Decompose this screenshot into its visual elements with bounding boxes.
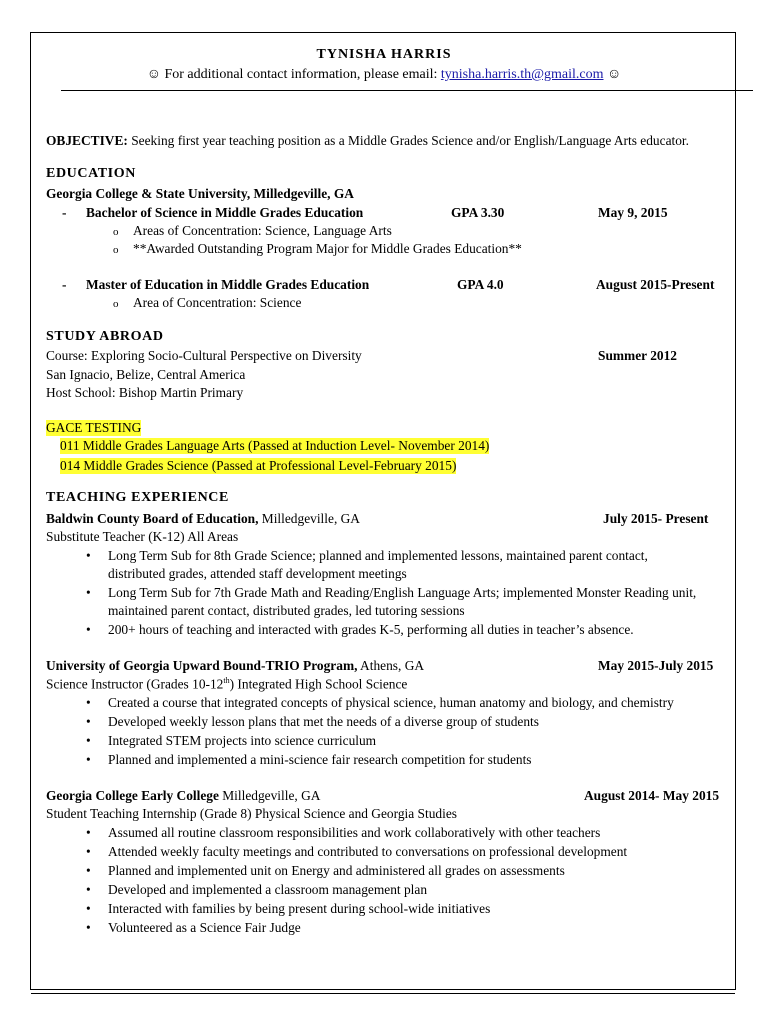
degree1-item: o Areas of Concentration: Science, Language Arts [113, 223, 392, 238]
contact-prefix: ☺ For additional contact information, please email: [146, 67, 441, 82]
job1-bullet-cont: maintained parent contact, distributed grades, led tutoring sessions [108, 603, 465, 618]
job2-bullet: • Integrated STEM projects into science curriculum [86, 733, 377, 748]
contact-suffix: ☺ [603, 67, 622, 82]
degree1-title: - Bachelor of Science in Middle Grades Education [62, 205, 364, 220]
job3-bullet: • Assumed all routine classroom responsibilities and work collaboratively with other teachers [86, 825, 601, 840]
education-school: Georgia College & State University, Milledgeville, GA [46, 186, 354, 201]
education-heading: EDUCATION [46, 166, 136, 181]
objective-label: OBJECTIVE: [46, 133, 128, 148]
job3-org: Georgia College Early College Milledgeville, GA [46, 788, 321, 803]
degree1-item: o **Awarded Outstanding Program Major for Middle Grades Education** [113, 241, 522, 256]
job2-bullet: • Developed weekly lesson plans that met the needs of a diverse group of students [86, 714, 539, 729]
job2-org: University of Georgia Upward Bound-TRIO Program, Athens, GA [46, 658, 425, 673]
email-link[interactable]: tynisha.harris.th@gmail.com [440, 67, 604, 82]
job1-date: July 2015- Present [603, 511, 709, 526]
job3-bullet: • Volunteered as a Science Fair Judge [86, 920, 301, 935]
objective-text: Seeking first year teaching position as a Middle Grades Science and/or English/Language Arts educator. [127, 133, 689, 148]
objective [46, 133, 689, 149]
job1-role: Substitute Teacher (K-12) All Areas [46, 529, 239, 544]
job3-role: Student Teaching Internship (Grade 8) Physical Science and Georgia Studies [46, 806, 457, 821]
job3-bullet: • Interacted with families by being present during school-wide initiatives [86, 901, 491, 916]
job2-role: Science Instructor (Grades 10-12th) Integrated High School Science [46, 676, 408, 692]
degree1-date: May 9, 2015 [598, 205, 668, 220]
degree1-gpa: GPA 3.30 [451, 205, 505, 220]
job3-bullet: • Planned and implemented unit on Energy and administered all grades on assessments [86, 863, 565, 878]
job2-bullet: • Planned and implemented a mini-science fair research competition for students [86, 752, 532, 767]
degree2-item: o Area of Concentration: Science [113, 295, 302, 310]
study-abroad-course: Course: Exploring Socio-Cultural Perspective on Diversity [46, 348, 362, 363]
job2-date: May 2015-July 2015 [598, 658, 714, 673]
job1-bullet: • Long Term Sub for 8th Grade Science; planned and implemented lessons, maintained parent contact, [86, 548, 648, 563]
job1-org: Baldwin County Board of Education, Milledgeville, GA [46, 511, 360, 526]
study-abroad-date: Summer 2012 [598, 348, 677, 363]
job1-bullet: • 200+ hours of teaching and interacted with grades K-5, performing all duties in teacher’s absence. [86, 622, 634, 637]
job1-bullet-cont: distributed grades, attended staff development meetings [108, 566, 407, 581]
study-abroad-heading: STUDY ABROAD [46, 329, 164, 344]
candidate-name: TYNISHA HARRIS [316, 47, 452, 62]
contact-line [0, 67, 768, 84]
degree2-title: - Master of Education in Middle Grades Education [62, 277, 370, 292]
study-abroad-location: San Ignacio, Belize, Central America [46, 367, 246, 382]
degree2-gpa: GPA 4.0 [457, 277, 504, 292]
gace-line: 011 Middle Grades Language Arts (Passed at Induction Level- November 2014) [60, 438, 490, 453]
job1-bullet: • Long Term Sub for 7th Grade Math and Reading/English Language Arts; implemented Monster Reading unit, [86, 585, 697, 600]
teaching-heading: TEACHING EXPERIENCE [46, 490, 229, 505]
gace-heading: GACE TESTING [46, 420, 142, 435]
study-abroad-host: Host School: Bishop Martin Primary [46, 385, 244, 400]
job3-bullet: • Attended weekly faculty meetings and contributed to conversations on professional development [86, 844, 628, 859]
job3-date: August 2014- May 2015 [584, 788, 720, 803]
degree2-date: August 2015-Present [596, 277, 715, 292]
header-rule [61, 90, 753, 91]
job2-bullet: • Created a course that integrated concepts of physical science, human anatomy and biology, and chemistry [86, 695, 674, 710]
gace-line: 014 Middle Grades Science (Passed at Professional Level-February 2015) [60, 458, 457, 473]
job3-bullet: • Developed and implemented a classroom management plan [86, 882, 428, 897]
